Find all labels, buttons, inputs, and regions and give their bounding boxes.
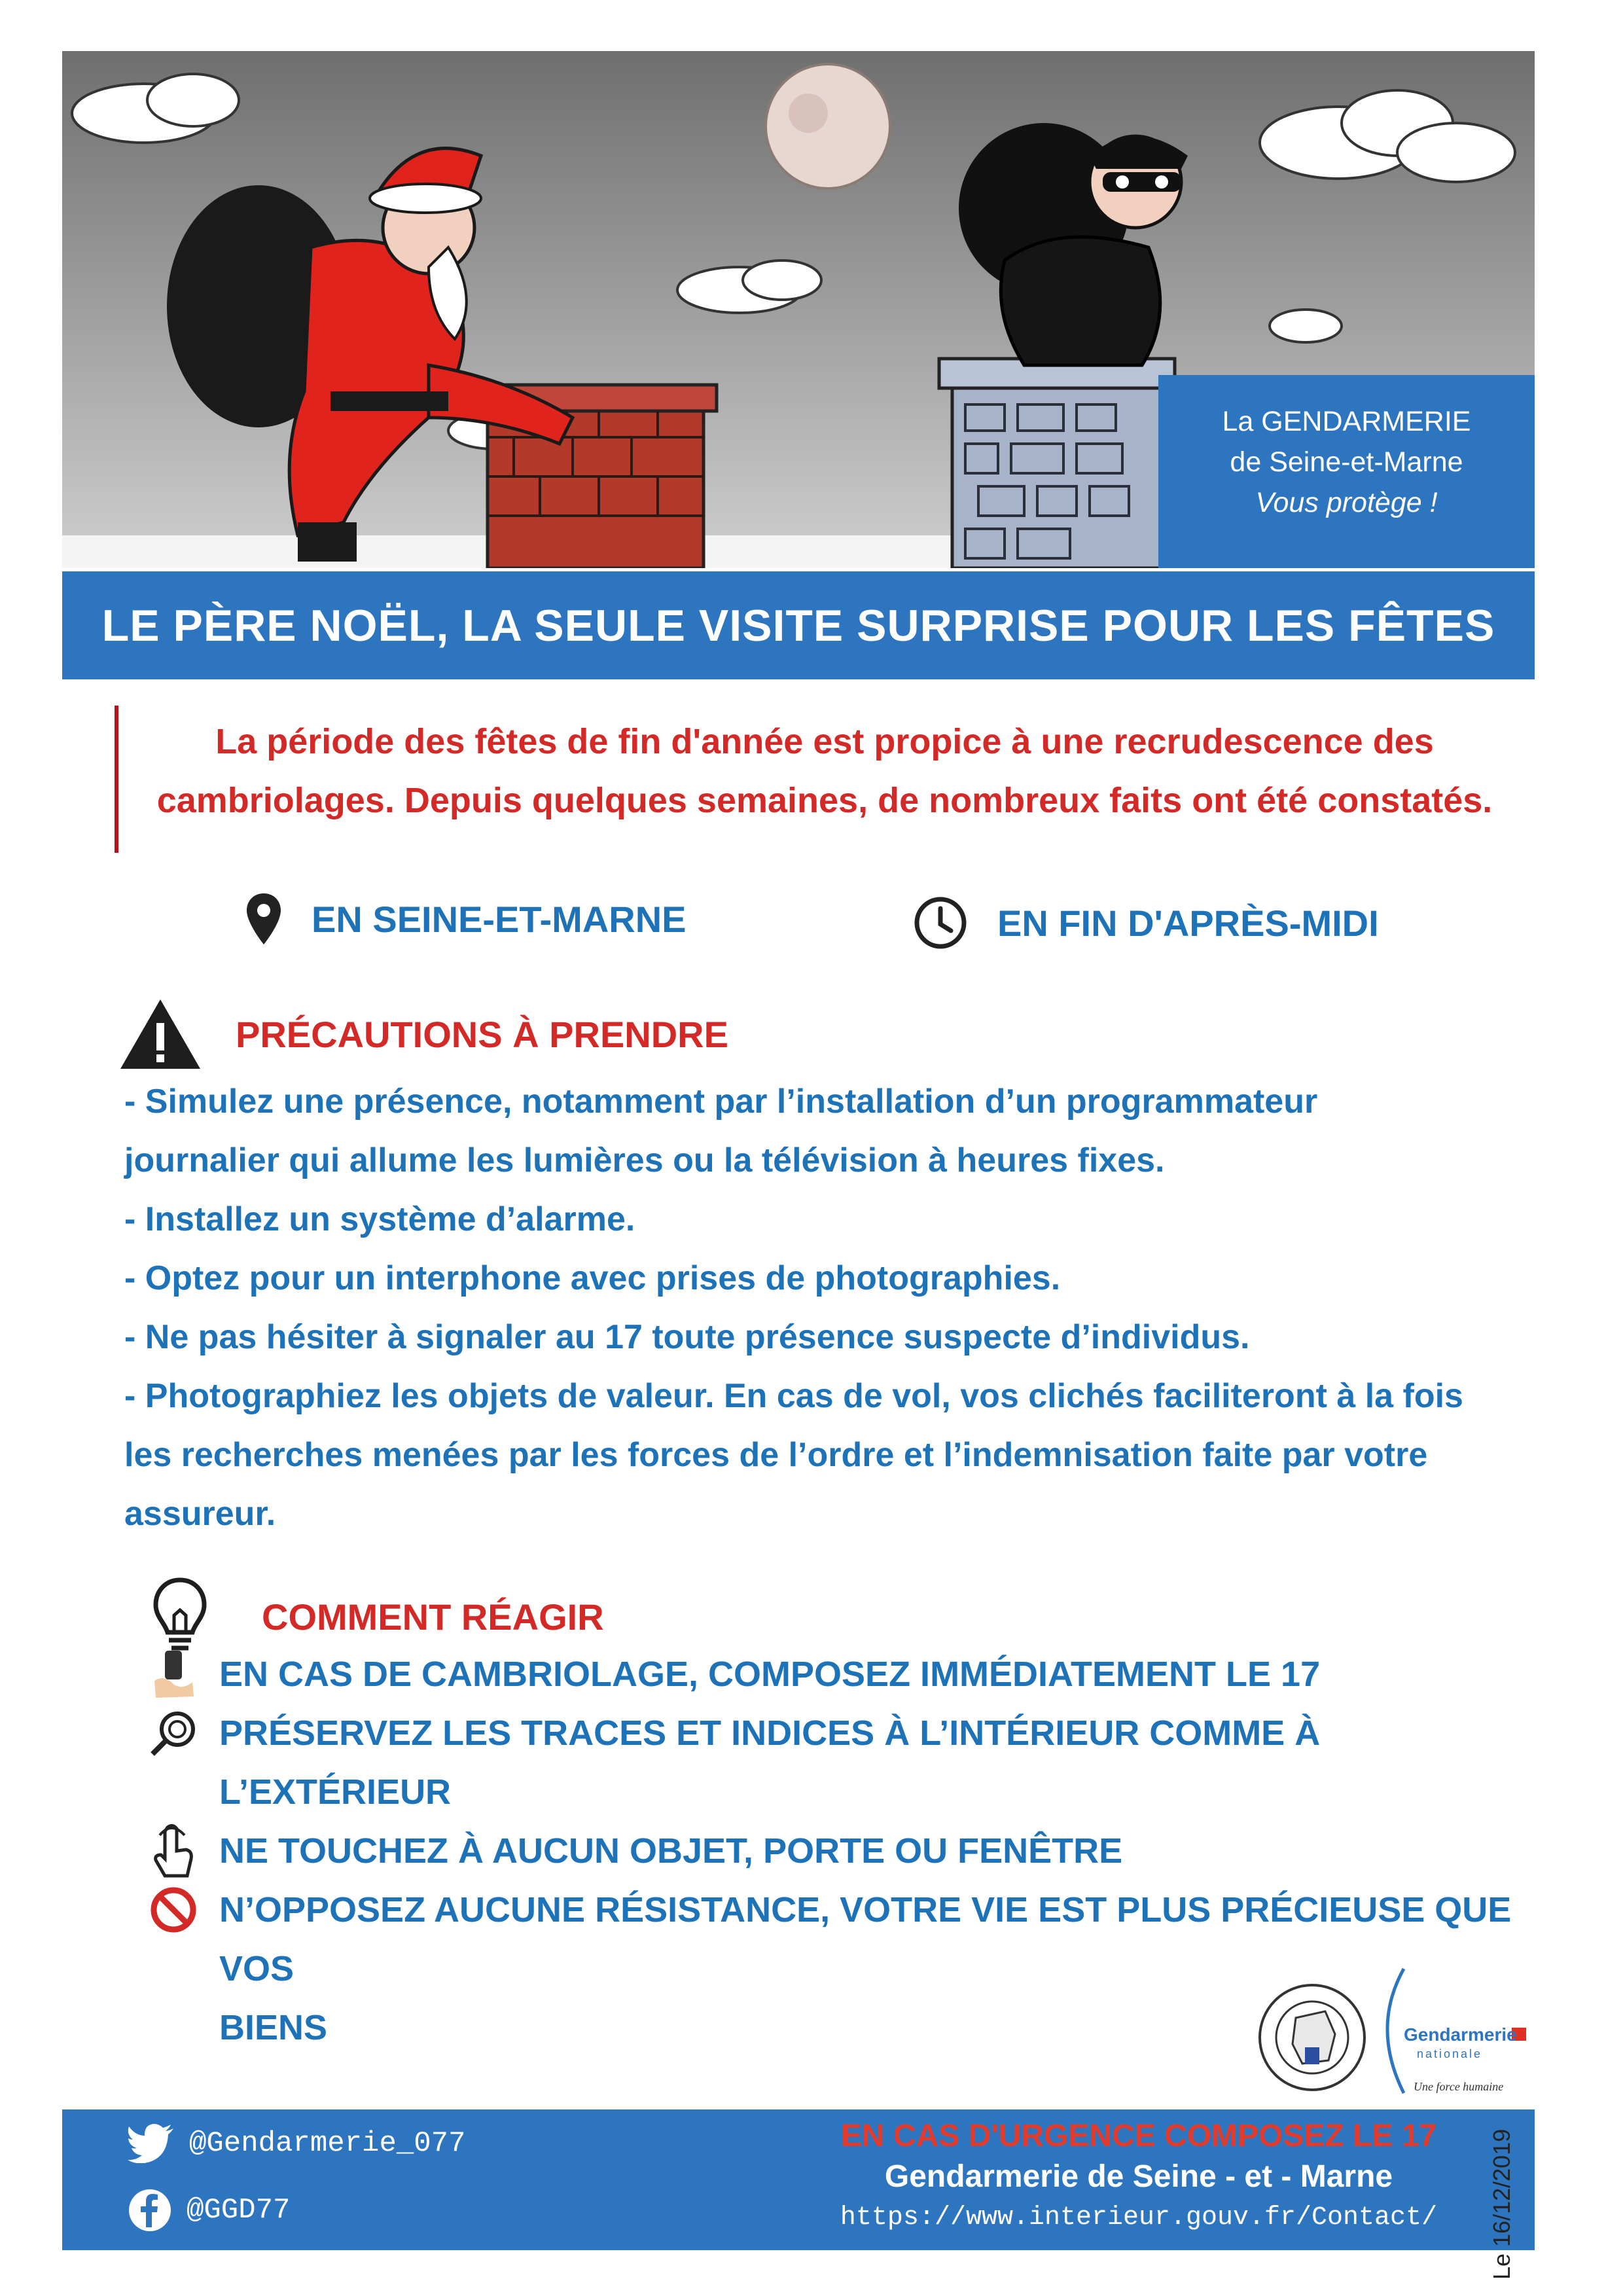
precaution-line: - Installez un système d’alarme. <box>124 1200 635 1238</box>
location-info <box>245 892 687 946</box>
react-item <box>144 1821 1551 1880</box>
react-item-text: PRÉSERVEZ LES TRACES ET INDICES À L’INTÉRIEUR COMME À L’EXTÉRIEUR <box>219 1713 1321 1812</box>
contact-url[interactable]: https://www.interieur.gouv.fr/Contact/ <box>840 2203 1438 2233</box>
nationale-word: nationale <box>1417 2047 1483 2060</box>
clock-icon <box>913 895 968 950</box>
tagline: Une force humaine <box>1414 2080 1504 2093</box>
react-item-text: EN CAS DE CAMBRIOLAGE, COMPOSEZ IMMÉDIATEMENT LE 17 <box>219 1655 1321 1694</box>
react-item-text-line-2: BIENS <box>219 2008 328 2047</box>
precaution-line: - Ne pas hésiter à signaler au 17 toute présence suspecte d’individus. <box>124 1318 1250 1356</box>
precaution-line: - Photographiez les objets de valeur. En cas de vol, vos clichés faciliteront à la fois <box>124 1377 1463 1415</box>
location-label: EN SEINE-ET-MARNE <box>312 898 687 940</box>
twitter-label: @Gendarmerie_077 <box>189 2127 466 2160</box>
gendarmerie-nationale-logo <box>1378 1962 1541 2113</box>
precautions-title: PRÉCAUTIONS À PRENDRE <box>236 1014 728 1055</box>
react-item-text: NE TOUCHEZ À AUCUN OBJET, PORTE OU FENÊTRE <box>219 1831 1123 1871</box>
magnifier-fingerprint-icon <box>144 1704 203 1763</box>
intro-line-1: La période des fêtes de fin d'année est propice à une recrudescence des <box>215 722 1434 761</box>
precaution-line: - Optez pour un interphone avec prises de photographies. <box>124 1259 1061 1297</box>
touch-hand-icon <box>144 1821 203 1880</box>
burglar-figure <box>959 123 1188 365</box>
footer <box>62 2109 1535 2250</box>
time-label: EN FIN D'APRÈS-MIDI <box>997 902 1379 944</box>
facebook-icon <box>128 2188 172 2233</box>
page-title: LE PÈRE NOËL, LA SEULE VISITE SURPRISE POUR LES FÊTES <box>101 600 1495 651</box>
react-item-text-line-1: N’OPPOSEZ AUCUNE RÉSISTANCE, VOTRE VIE EST PLUS PRÉCIEUSE QUE VOS <box>219 1890 1512 1988</box>
intro-accent-bar <box>115 706 118 853</box>
badge-line-2: de Seine-et-Marne <box>1230 446 1463 478</box>
flyer <box>62 51 1535 2280</box>
phone-hand-icon <box>144 1645 203 1704</box>
departmental-seal-logo <box>1257 1982 1368 2093</box>
precautions-list <box>124 1072 1499 1543</box>
facebook-handle[interactable] <box>128 2188 290 2233</box>
twitter-handle[interactable] <box>128 2124 465 2163</box>
warning-icon <box>118 997 203 1072</box>
gendarmerie-word: Gendarmerie <box>1404 2024 1517 2045</box>
react-title: COMMENT RÉAGIR <box>262 1596 604 1638</box>
title-banner <box>62 571 1535 679</box>
precaution-line: - Simulez une présence, notamment par l’installation d’un programmateur <box>124 1083 1318 1121</box>
react-item <box>144 1645 1551 1704</box>
precaution-line: journalier qui allume les lumières ou la télévision à heures fixes. <box>124 1141 1165 1179</box>
badge-line-1: La GENDARMERIE <box>1222 406 1471 437</box>
hero-illustration <box>62 51 1535 568</box>
precautions-header <box>118 997 728 1072</box>
urgent-notice: EN CAS D'URGENCE COMPOSEZ LE 17 <box>840 2119 1437 2153</box>
precaution-line: les recherches menées par les forces de l’ordre et l’indemnisation faite par votre <box>124 1436 1428 1474</box>
burglar-chimney <box>939 359 1175 568</box>
prohibited-icon <box>144 1880 203 1939</box>
location-pin-icon <box>245 892 282 946</box>
facebook-label: @GGD77 <box>187 2194 291 2227</box>
twitter-icon <box>128 2124 175 2163</box>
badge-line-3: Vous protège ! <box>1255 487 1438 518</box>
issue-date: Le 16/12/2019 <box>1488 2128 1515 2280</box>
time-info <box>913 895 1379 950</box>
organization-name: Gendarmerie de Seine - et - Marne <box>884 2159 1393 2194</box>
intro-text <box>154 712 1495 830</box>
react-item <box>144 1704 1551 1821</box>
precaution-line: assureur. <box>124 1495 276 1533</box>
intro-line-2: cambriolages. Depuis quelques semaines, de nombreux faits ont été constatés. <box>156 781 1493 820</box>
gendarmerie-badge <box>1158 375 1535 568</box>
